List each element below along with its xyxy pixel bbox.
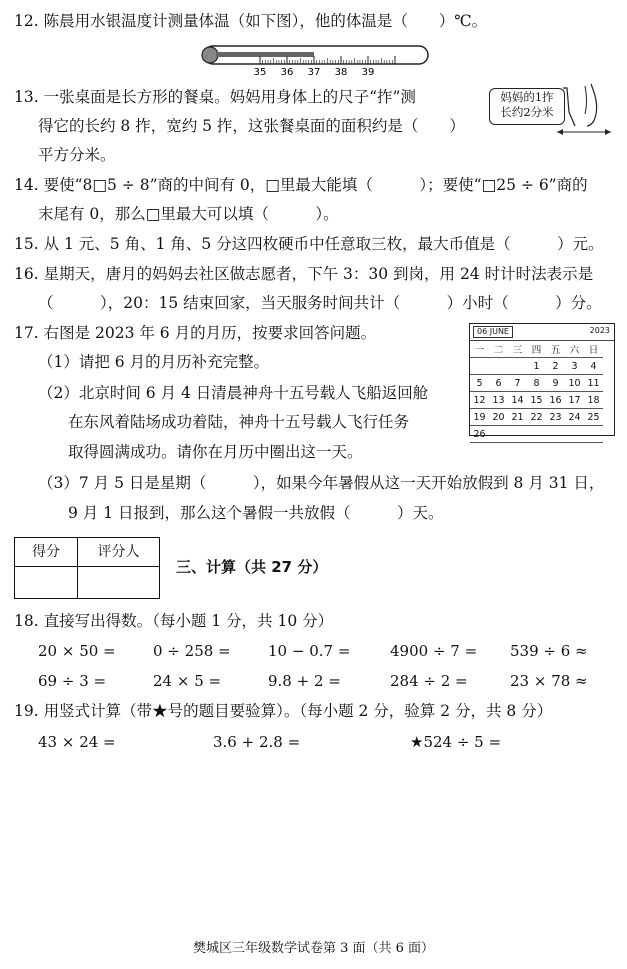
calendar-day[interactable]: 4 [584,358,603,375]
calendar-day[interactable]: 19 [470,409,489,426]
thermometer-tick-label: 39 [361,67,375,78]
calc-item: 0 ÷ 258 = [153,642,231,660]
calc-item: 10 − 0.7 = [268,642,351,660]
calendar-day[interactable]: 16 [546,392,565,409]
calc-item: 4900 ÷ 7 = [390,642,478,660]
calc-item: 284 ÷ 2 = [390,672,468,690]
calendar-day[interactable]: 14 [508,392,527,409]
q16-line1: 16. 星期天，唐月的妈妈去社区做志愿者，下午 3：30 到岗，用 24 时计时法表示是 [14,265,594,283]
vertical-calc-item: 3.6 + 2.8 = [213,733,301,751]
calc-item: 20 × 50 = [38,642,116,660]
calendar-day[interactable]: 26 [470,426,489,443]
calc-item: 539 ÷ 6 ≈ [510,642,588,660]
calc-item: 24 × 5 = [153,672,222,690]
calendar-month: 06 JUNE [473,326,513,338]
bubble-line1: 妈妈的1拃 [500,90,554,104]
q17-part2-line2: 在东风着陆场成功着陆，神舟十五号载人飞行任务 [68,413,410,431]
calendar-day[interactable]: 2 [546,358,565,375]
calendar-weekday: 一 [470,341,489,358]
calc-item: 23 × 78 ≈ [510,672,588,690]
thermometer-tick-label: 35 [253,67,267,78]
thermometer-tick-label: 38 [334,67,348,78]
calendar-day[interactable]: 22 [527,409,546,426]
calendar-weekday: 三 [508,341,527,358]
q17-part2-line3: 取得圆满成功。请你在月历中圈出这一天。 [68,443,363,461]
calendar-day[interactable]: 25 [584,409,603,426]
q17-part3-line1: （3）7 月 5 日是星期（ ），如果今年暑假从这一天开始放假到 8 月 31 日， [38,474,605,492]
calendar-weekday: 五 [546,341,565,358]
q17-part1: （1）请把 6 月的月历补充完整。 [38,353,270,371]
calendar-day[interactable]: 17 [565,392,584,409]
q19-title: 19. 用竖式计算（带★号的题目要验算）。（每小题 2 分，验算 2 分，共 8 分） [14,702,553,720]
calendar-weekday: 四 [527,341,546,358]
hand-span-icon [555,82,615,142]
q15-line1: 15. 从 1 元、5 角、1 角、5 分这四枚硬币中任意取三枚，最大币值是（ ）元。 [14,235,604,253]
calendar-day[interactable] [508,358,527,375]
score-box [14,537,160,599]
calendar-day[interactable] [508,426,527,443]
bubble-line2: 长约2分米 [500,105,554,119]
q16-line2: （ ），20：15 结束回家，当天服务时间共计（ ）小时（ ）分。 [38,294,602,312]
calendar-day[interactable]: 13 [489,392,508,409]
vertical-calc-item: ★524 ÷ 5 = [410,733,502,751]
q13-line2: 得它的长约 8 拃，宽约 5 拃，这张餐桌面的面积约是（ ） [38,117,465,135]
calendar-day[interactable]: 15 [527,392,546,409]
q13-line3: 平方分米。 [38,146,116,164]
q13-line1: 13. 一张桌面是长方形的餐桌。妈妈用身体上的尺子“拃”测 [14,88,416,106]
thermometer-tick-label: 36 [280,67,294,78]
calendar-day[interactable] [489,358,508,375]
calendar-day[interactable] [565,426,584,443]
q17-part2-line1: （2）北京时间 6 月 4 日清晨神舟十五号载人飞船返回舱 [38,384,429,402]
calendar-day[interactable] [489,426,508,443]
calendar-day[interactable]: 8 [527,375,546,392]
q14-line1: 14. 要使“8□5 ÷ 8”商的中间有 0，□里最大能填（ ）；要使“□25 ÷ 6”商的 [14,176,588,194]
calendar-header [470,324,614,341]
calendar-day[interactable]: 20 [489,409,508,426]
q17-line1: 17. 右图是 2023 年 6 月的月历，按要求回答问题。 [14,324,377,342]
q12-text: 12. 陈晨用水银温度计测量体温（如下图），他的体温是（ ）℃。 [14,12,488,30]
calendar-year: 2023 [589,326,610,335]
calendar-grid [470,341,603,443]
thermometer-figure [196,42,436,78]
calendar-day[interactable] [584,426,603,443]
calc-item: 69 ÷ 3 = [38,672,107,690]
june-calendar [469,323,615,440]
calendar-day[interactable]: 12 [470,392,489,409]
calendar-day[interactable]: 23 [546,409,565,426]
calendar-day[interactable]: 10 [565,375,584,392]
calendar-day[interactable]: 1 [527,358,546,375]
calendar-day[interactable]: 3 [565,358,584,375]
calendar-weekday: 六 [565,341,584,358]
thermometer-tick-label: 37 [307,67,321,78]
speech-bubble [489,88,565,125]
score-label: 得分 [15,538,78,567]
calendar-day[interactable] [527,426,546,443]
vertical-calc-item: 43 × 24 = [38,733,116,751]
calendar-day[interactable]: 18 [584,392,603,409]
q17-part3-line2: 9 月 1 日报到，那么这个暑假一共放假（ ）天。 [68,504,444,522]
calendar-day[interactable]: 6 [489,375,508,392]
calendar-day[interactable]: 5 [470,375,489,392]
calendar-day[interactable]: 24 [565,409,584,426]
calendar-weekday: 二 [489,341,508,358]
calendar-day[interactable]: 11 [584,375,603,392]
calendar-day[interactable]: 9 [546,375,565,392]
grader-label: 评分人 [78,538,159,567]
calendar-day[interactable]: 21 [508,409,527,426]
section-title: 三、计算（共 27 分） [176,558,328,576]
calendar-day[interactable] [546,426,565,443]
q14-line2: 末尾有 0，那么□里最大可以填（ ）。 [38,205,339,223]
calendar-weekday: 日 [584,341,603,358]
page-footer: 樊城区三年级数学试卷第 3 面（共 6 面） [192,941,435,956]
calendar-day[interactable] [470,358,489,375]
calc-item: 9.8 + 2 = [268,672,341,690]
calendar-day[interactable]: 7 [508,375,527,392]
q18-title: 18. 直接写出得数。（每小题 1 分，共 10 分） [14,612,334,630]
mercury-column [216,52,314,57]
